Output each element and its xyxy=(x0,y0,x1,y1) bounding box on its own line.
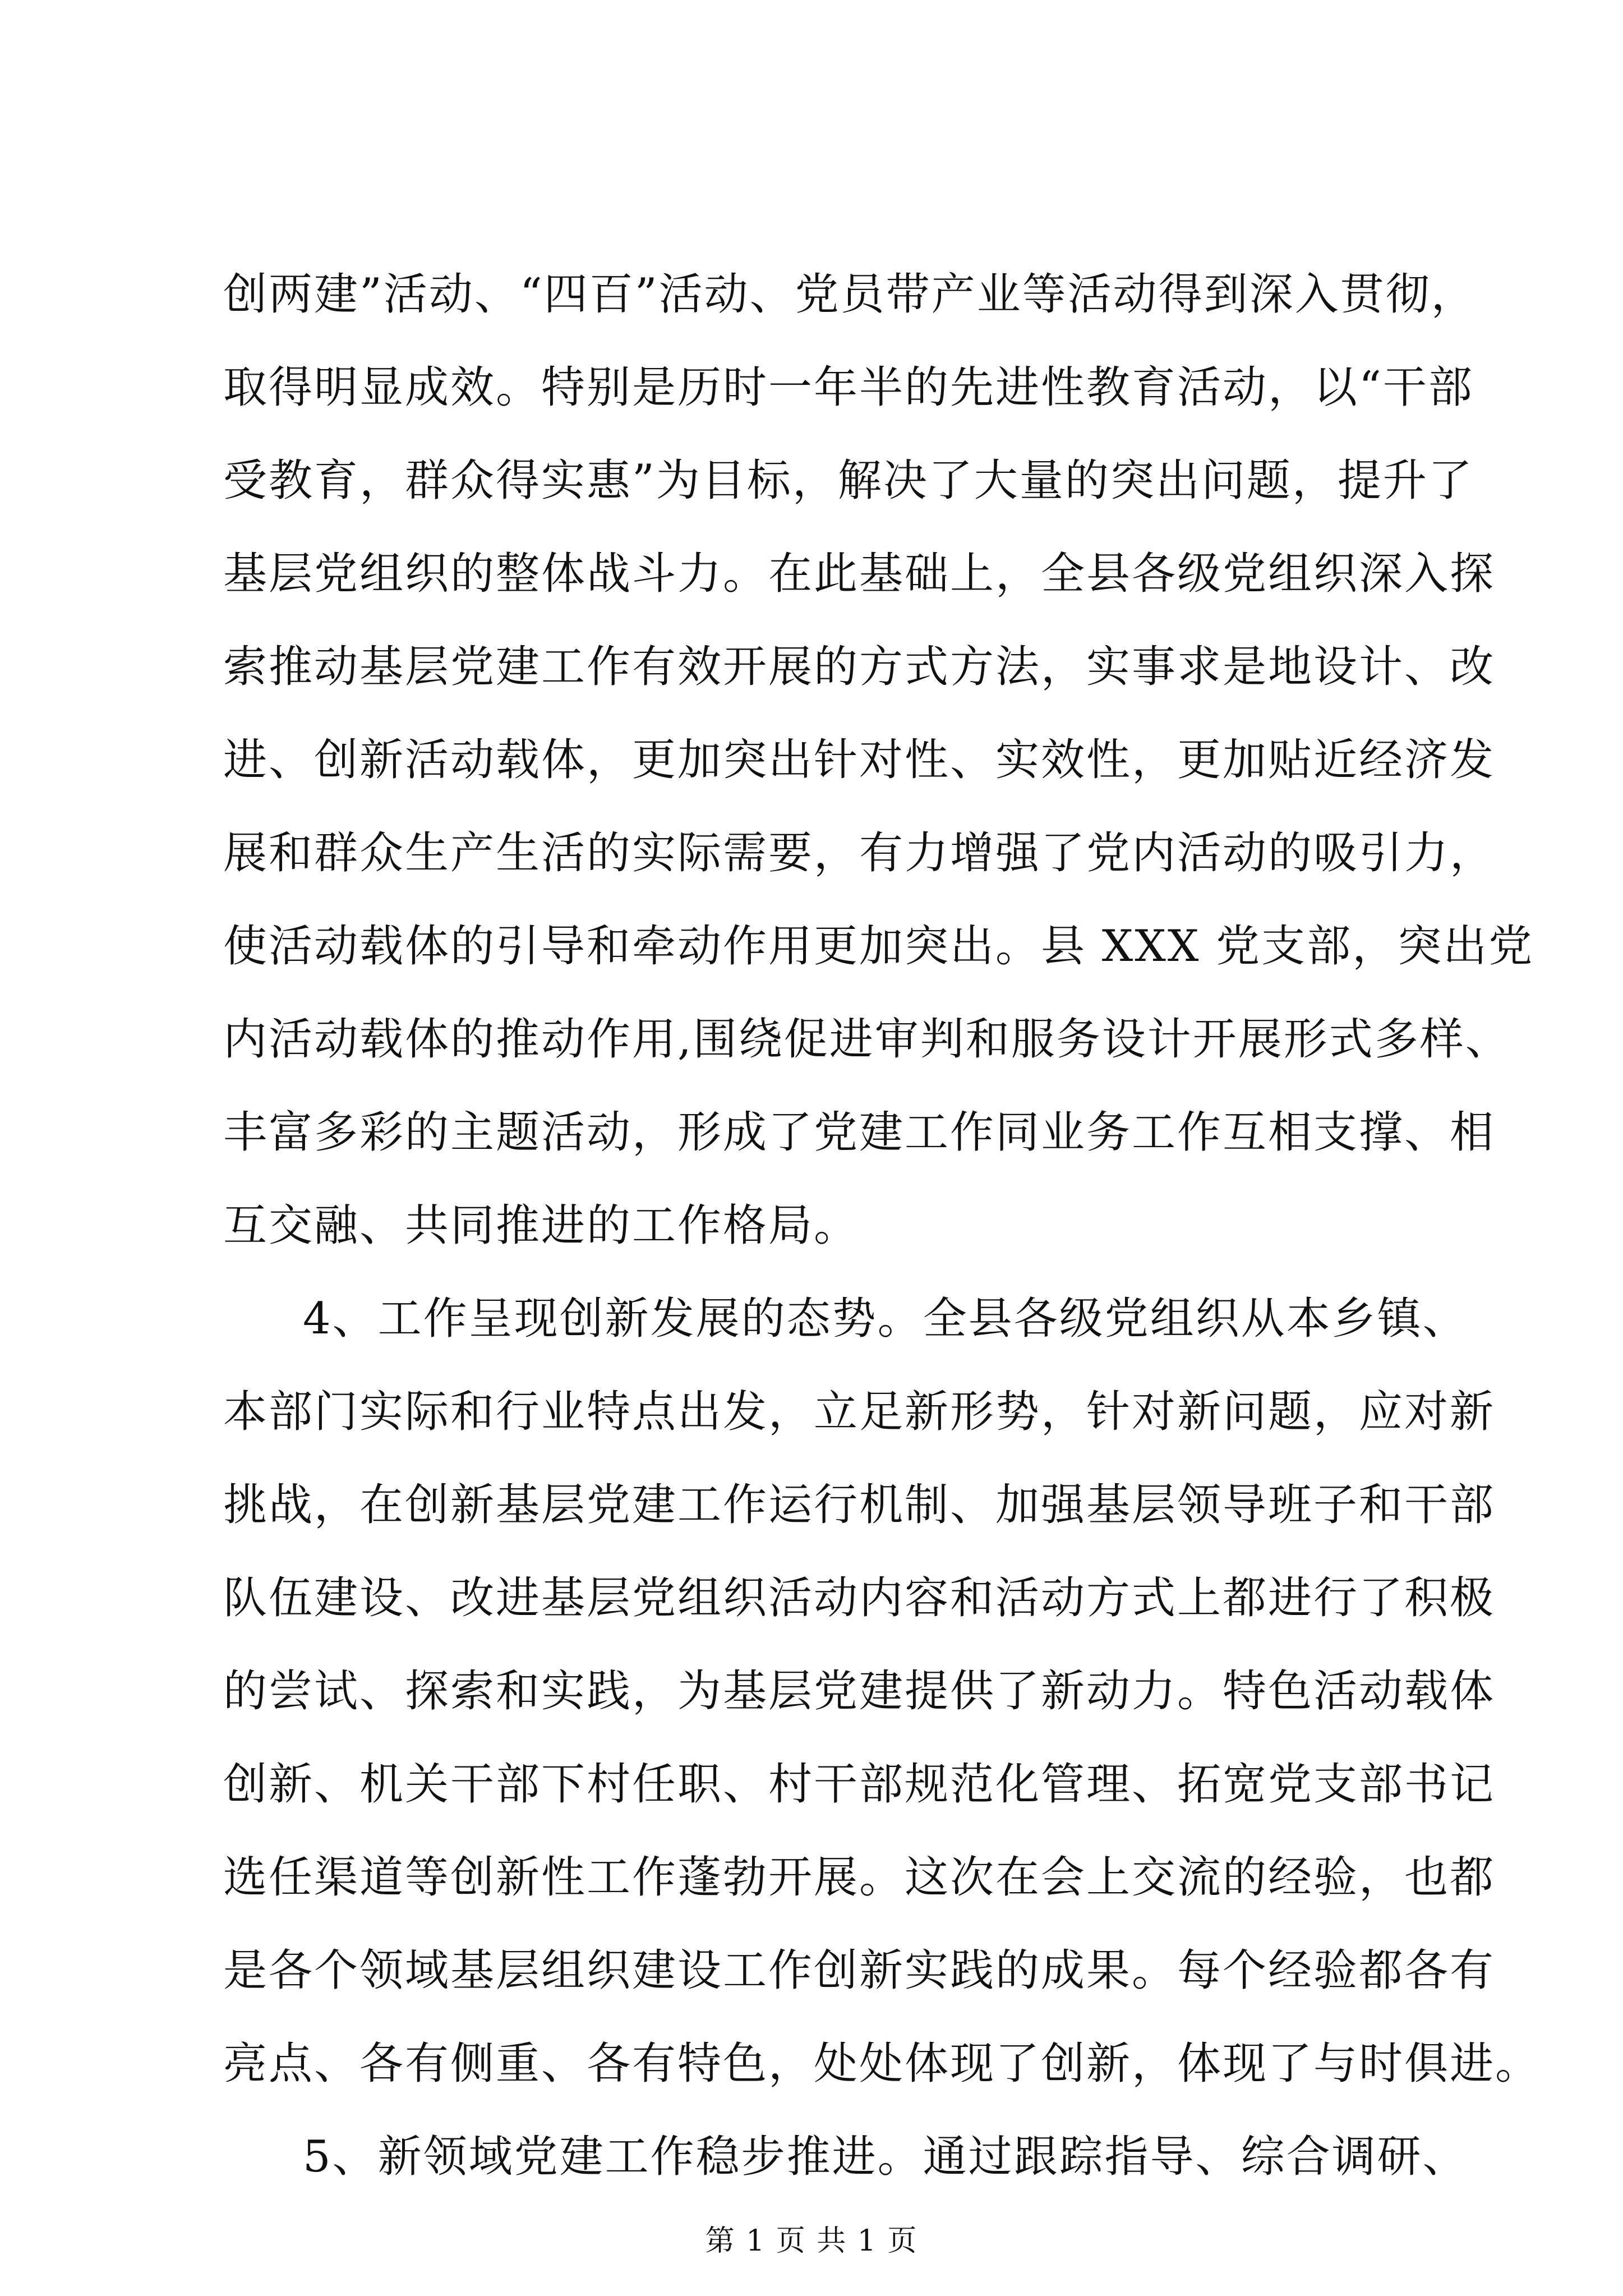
text-line: 创两建”活动、“四百”活动、党员带产业等活动得到深入贯彻， xyxy=(223,269,1477,320)
text-line: 5、新领域党建工作稳步推进。通过跟踪指导、综合调研、 xyxy=(303,2132,1468,2182)
text-line: 队伍建设、改进基层党组织活动内容和活动方式上都进行了积极 xyxy=(223,1573,1496,1623)
text-line: 基层党组织的整体战斗力。在此基础上，全县各级党组织深入探 xyxy=(223,549,1496,599)
text-line: 创新、机关干部下村任职、村干部规范化管理、拓宽党支部书记 xyxy=(223,1759,1496,1810)
text-line: 挑战，在创新基层党建工作运行机制、加强基层领导班子和干部 xyxy=(223,1480,1496,1530)
text-line: 选任渠道等创新性工作蓬勃开展。这次在会上交流的经验，也都 xyxy=(223,1852,1496,1903)
text-line: 取得明显成效。特别是历时一年半的先进性教育活动，以“干部 xyxy=(223,362,1474,413)
text-line: 的尝试、探索和实践，为基层党建提供了新动力。特色活动载体 xyxy=(223,1666,1496,1717)
text-line: 受教育，群众得实惠”为目标，解决了大量的突出问题，提升了 xyxy=(223,455,1474,506)
text-line: 丰富多彩的主题活动，形成了党建工作同业务工作互相支撑、相 xyxy=(223,1107,1496,1158)
text-line: 内活动载体的推动作用,围绕促进审判和服务设计开展形式多样、 xyxy=(223,1014,1511,1065)
text-line: 是各个领域基层组织建设工作创新实践的成果。每个经验都各有 xyxy=(223,1945,1496,1996)
text-line: 使活动载体的引导和牵动作用更加突出。县 XXX 党支部，突出党 xyxy=(223,921,1534,972)
text-line: 本部门实际和行业特点出发，立足新形势，针对新问题，应对新 xyxy=(223,1387,1496,1437)
text-line: 展和群众生产生活的实际需要，有力增强了党内活动的吸引力， xyxy=(223,828,1496,878)
page-footer: 第 1 页 共 1 页 xyxy=(705,2224,918,2258)
text-line: 进、创新活动载体，更加突出针对性、实效性，更加贴近经济发 xyxy=(223,735,1496,785)
text-line: 索推动基层党建工作有效开展的方式方法，实事求是地设计、改 xyxy=(223,642,1496,692)
text-line: 4、工作呈现创新发展的态势。全县各级党组织从本乡镇、 xyxy=(303,1294,1468,1344)
text-line: 互交融、共同推进的工作格局。 xyxy=(223,1200,860,1251)
text-line: 亮点、各有侧重、各有特色，处处体现了创新，体现了与时俱进。 xyxy=(223,2039,1541,2089)
